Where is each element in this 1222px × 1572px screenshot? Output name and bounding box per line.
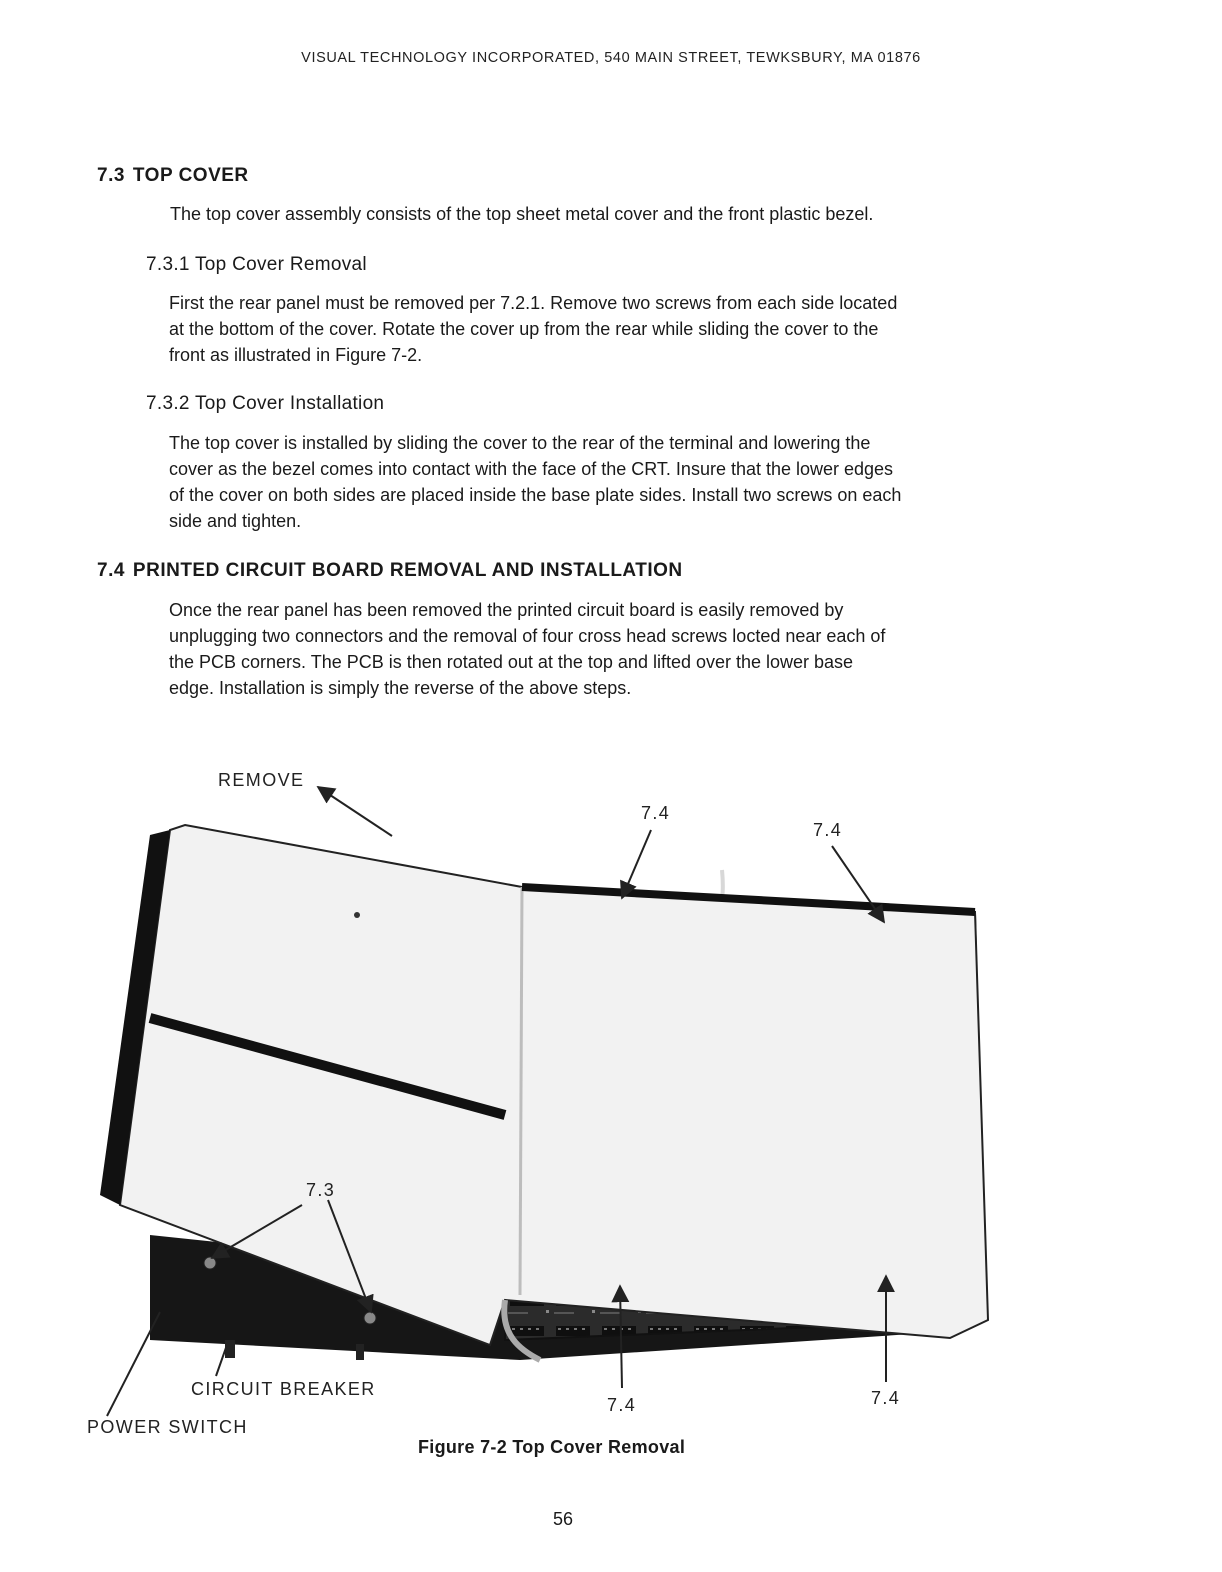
- power-switch-leader: [107, 1312, 160, 1416]
- text-line: of the cover on both sides are placed inside the base plate sides. Install two screws on each: [169, 485, 902, 505]
- page-number: 56: [553, 1509, 574, 1529]
- cover-screw-hole: [354, 912, 360, 918]
- text-line: unplugging two connectors and the removal of four cross head screws locted near each of: [169, 626, 886, 646]
- label-remove: REMOVE: [218, 770, 305, 790]
- figure-caption: Figure 7-2 Top Cover Removal: [418, 1437, 686, 1457]
- section-7-3-title: TOP COVER: [132, 165, 249, 186]
- section-7-4-number: 7.4: [97, 560, 125, 581]
- label-circuit-breaker: CIRCUIT BREAKER: [191, 1379, 376, 1399]
- text-line: cover as the bezel comes into contact with the face of the CRT. Insure that the lower edges: [169, 459, 894, 479]
- base-foot: [356, 1344, 364, 1360]
- subsection-7-3-1-title: 7.3.1 Top Cover Removal: [146, 254, 367, 275]
- page-header: VISUAL TECHNOLOGY INCORPORATED, 540 MAIN STREET, TEWKSBURY, MA 01876: [301, 50, 921, 66]
- ref-7-4-top-left-arrow: [622, 830, 651, 898]
- circuit-breaker-leader: [216, 1342, 228, 1376]
- section-7-3-intro: The top cover assembly consists of the top sheet metal cover and the front plastic bezel.: [170, 204, 874, 224]
- text-line: edge. Installation is simply the reverse of the above steps.: [169, 678, 632, 698]
- text-line: the PCB corners. The PCB is then rotated out at the top and lifted over the lower base: [169, 652, 854, 672]
- text-line: side and tighten.: [169, 511, 302, 531]
- remove-arrow: [318, 787, 392, 836]
- text-line: Once the rear panel has been removed the printed circuit board is easily removed by: [169, 600, 844, 620]
- cover-screw: [364, 1312, 376, 1324]
- text-line: at the bottom of the cover. Rotate the cover up from the rear while sliding the cover to the: [169, 319, 879, 339]
- text-line: front as illustrated in Figure 7-2.: [169, 345, 423, 365]
- label-ref-7-3: 7.3: [306, 1180, 336, 1200]
- section-7-3-number: 7.3: [97, 165, 125, 186]
- subsection-7-3-2-title: 7.3.2 Top Cover Installation: [146, 393, 385, 414]
- cover-inner-edge: [520, 887, 522, 1295]
- text-line: The top cover is installed by sliding the cover to the rear of the terminal and lowering the: [169, 433, 871, 453]
- label-ref-7-4-top-left: 7.4: [641, 803, 671, 823]
- label-ref-7-4-top-right: 7.4: [813, 820, 843, 840]
- label-ref-7-4-bottom-left: 7.4: [607, 1395, 637, 1415]
- cover-screw: [204, 1257, 216, 1269]
- section-7-4-title: PRINTED CIRCUIT BOARD REMOVAL AND INSTALLATION: [132, 560, 683, 581]
- label-power-switch: POWER SWITCH: [87, 1417, 248, 1437]
- label-ref-7-4-bottom-right: 7.4: [871, 1388, 901, 1408]
- text-line: First the rear panel must be removed per 7.2.1. Remove two screws from each side located: [169, 293, 898, 313]
